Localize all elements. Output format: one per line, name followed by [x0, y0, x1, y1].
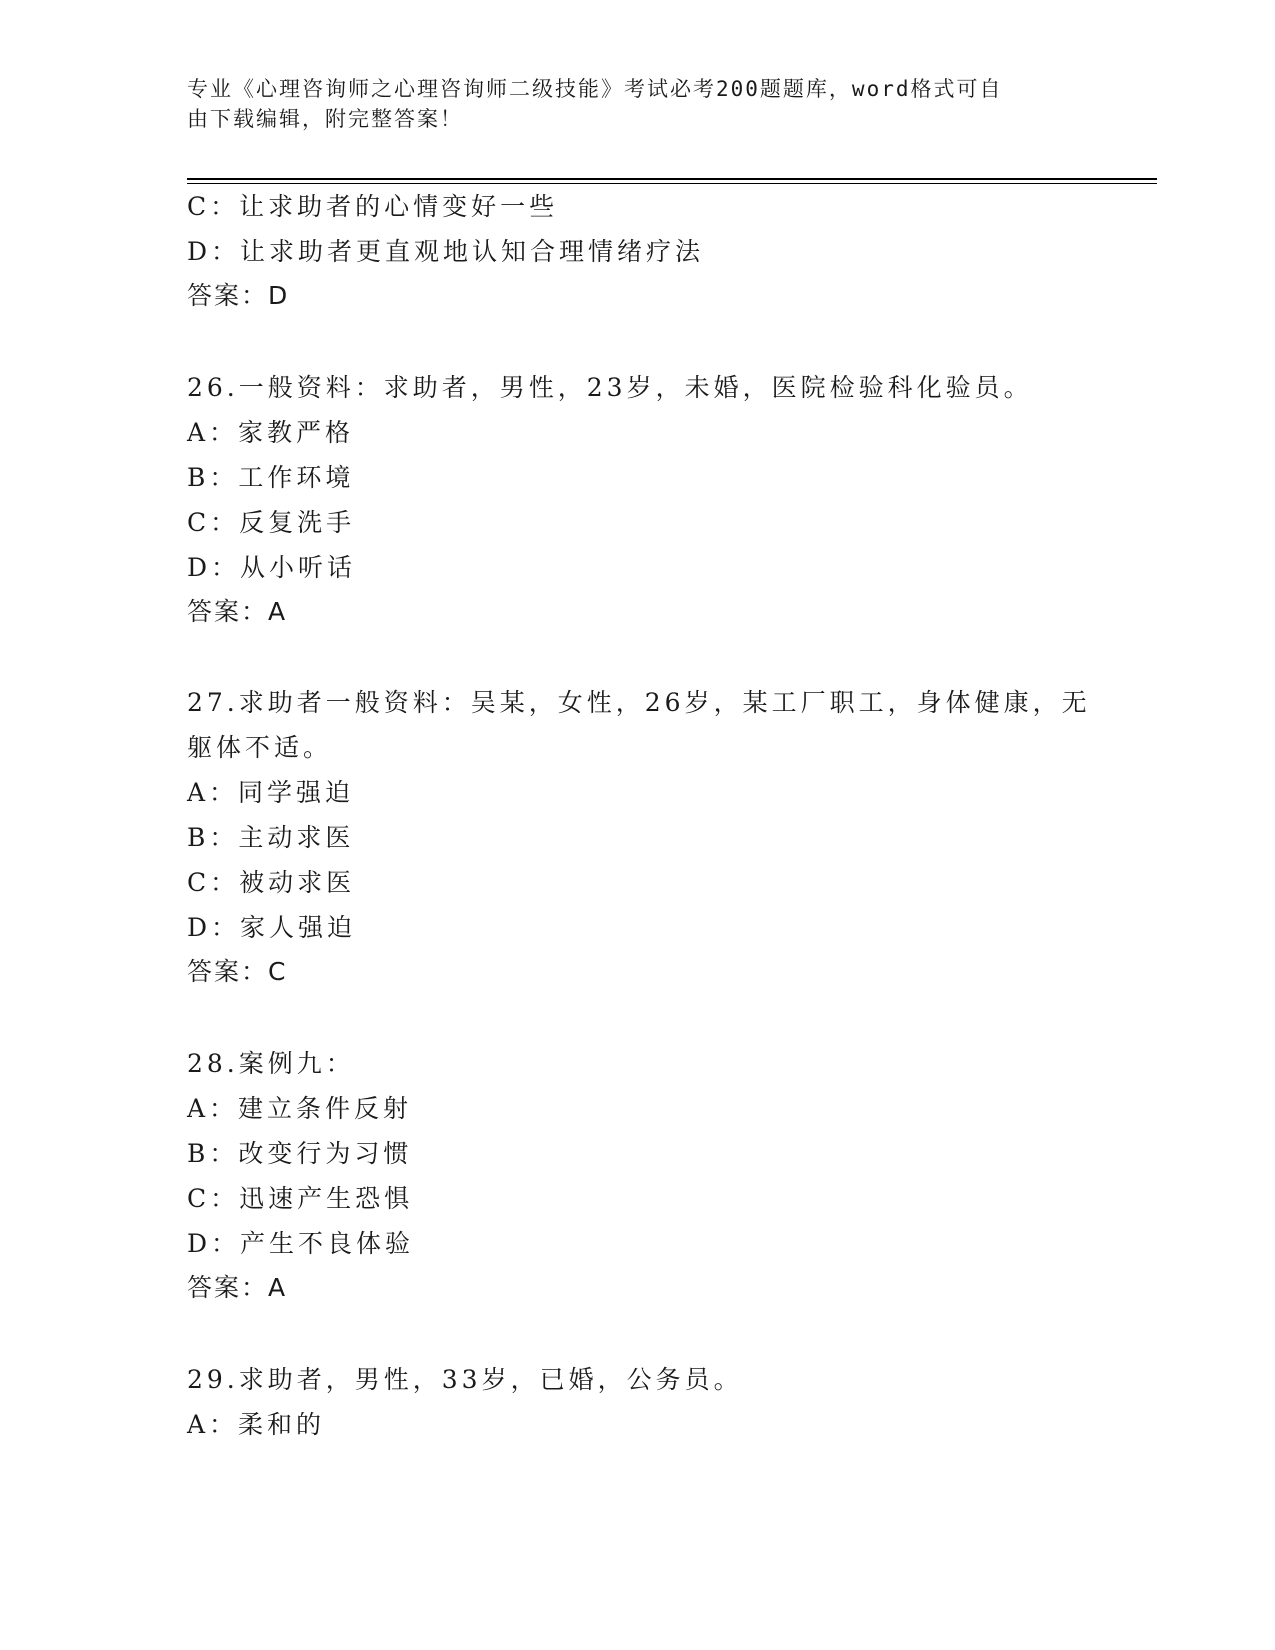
q29-stem: 29.求助者，男性，33岁，已婚，公务员。: [187, 1365, 743, 1394]
q28-option-b: B：改变行为习惯: [187, 1139, 413, 1168]
q26-option-c: C：反复洗手: [187, 508, 356, 537]
q28-option-a: A：建立条件反射: [187, 1094, 413, 1123]
header-divider-thick: [187, 178, 1157, 180]
prev-option-c: C：让求助者的心情变好一些: [187, 192, 559, 221]
q27-stem-line-1: 27.求助者一般资料：吴某，女性，26岁，某工厂职工，身体健康，无: [187, 688, 1091, 717]
header-divider-thin: [187, 183, 1157, 184]
q28-option-d: D：产生不良体验: [187, 1229, 415, 1258]
q28-answer: 答案：A: [187, 1273, 288, 1302]
q29-option-a: A：柔和的: [187, 1410, 326, 1439]
prev-option-d: D：让求助者更直观地认知合理情绪疗法: [187, 237, 705, 266]
prev-answer: 答案：D: [187, 281, 290, 310]
q27-option-d: D：家人强迫: [187, 913, 357, 942]
q26-option-b: B：工作环境: [187, 463, 355, 492]
q27-option-c: C：被动求医: [187, 868, 356, 897]
header-intro-line-2: 由下载编辑，附完整答案！: [187, 107, 463, 131]
q27-stem-line-2: 躯体不适。: [187, 733, 333, 762]
q26-stem: 26.一般资料：求助者，男性，23岁，未婚，医院检验科化验员。: [187, 373, 1033, 402]
document-header: [187, 74, 1067, 134]
q26-option-a: A：家教严格: [187, 418, 355, 447]
q27-option-b: B：主动求医: [187, 823, 355, 852]
q26-answer: 答案：A: [187, 597, 288, 626]
header-intro-line-1: 专业《心理咨询师之心理咨询师二级技能》考试必考200题题库，word格式可自: [187, 77, 1003, 101]
q28-option-c: C：迅速产生恐惧: [187, 1184, 414, 1213]
q26-option-d: D：从小听话: [187, 553, 357, 582]
q27-answer: 答案：C: [187, 957, 288, 986]
q27-option-a: A：同学强迫: [187, 778, 355, 807]
q28-stem: 28.案例九：: [187, 1049, 355, 1078]
